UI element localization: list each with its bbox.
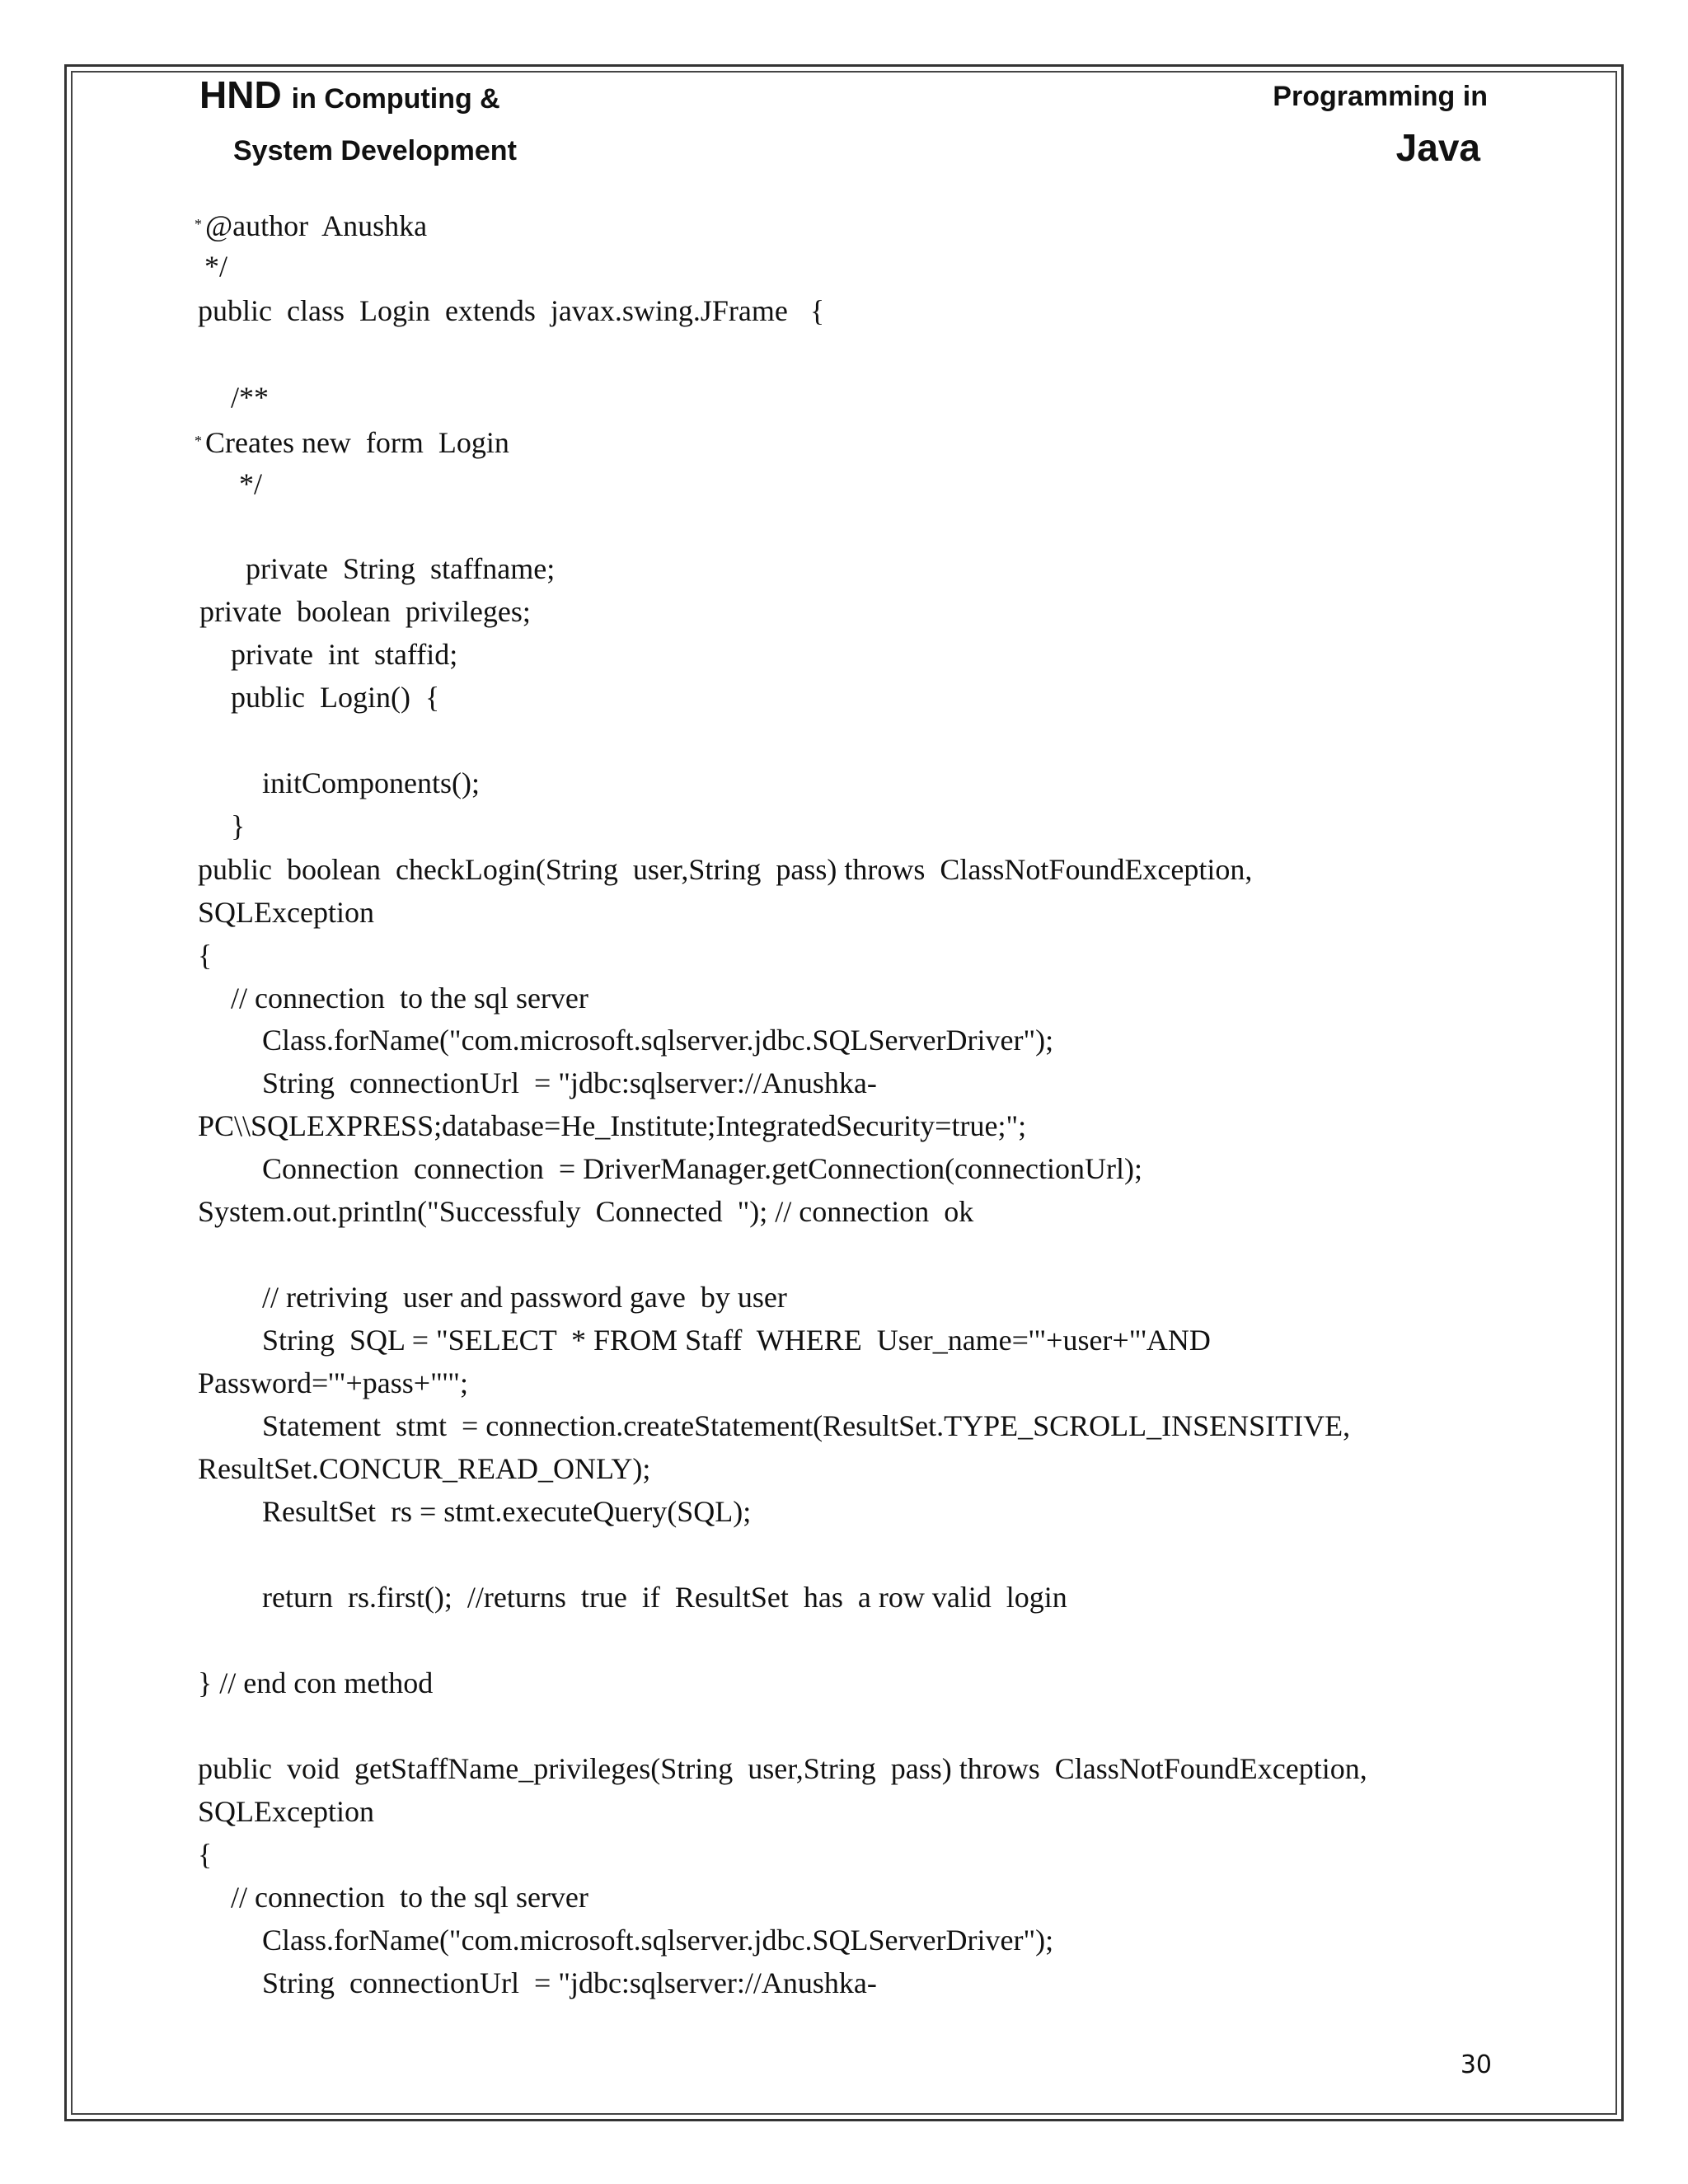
- code-line: Statement stmt = connection.createStatement(ResultSet.TYPE_SCROLL_INSENSITIVE,: [262, 1409, 1351, 1442]
- code-text: Creates new form Login: [205, 426, 509, 459]
- code-line: {: [198, 1838, 213, 1871]
- code-line: */: [204, 250, 228, 283]
- header-course-title: [199, 73, 500, 117]
- bullet-marker: *: [195, 433, 202, 449]
- code-line: }: [231, 809, 246, 842]
- code-line: Class.forName("com.microsoft.sqlserver.jdbc.SQLServerDriver");: [262, 1024, 1054, 1057]
- code-line: String SQL = "SELECT * FROM Staff WHERE User_name='"+user+"'AND: [262, 1324, 1211, 1357]
- code-line: String connectionUrl = "jdbc:sqlserver://Anushka-: [262, 1966, 877, 1999]
- code-line: /**: [231, 381, 270, 414]
- code-line: PC\\SQLEXPRESS;database=He_Institute;IntegratedSecurity=true;";: [198, 1109, 1027, 1142]
- code-line: public boolean checkLogin(String user,String pass) throws ClassNotFoundException,: [198, 853, 1253, 886]
- code-line: public Login() {: [231, 681, 440, 714]
- code-line: {: [198, 939, 213, 972]
- code-line: return rs.first(); //returns true if ResultSet has a row valid login: [262, 1581, 1067, 1614]
- code-line: // connection to the sql server: [231, 982, 588, 1015]
- code-line: private String staffname;: [246, 552, 556, 585]
- code-line: // retriving user and password gave by user: [262, 1281, 787, 1314]
- header-java: Java: [1395, 126, 1480, 169]
- code-line: initComponents();: [262, 766, 480, 799]
- header-programming-in: Programming in: [1273, 81, 1488, 112]
- code-line: Connection connection = DriverManager.getConnection(connectionUrl);: [262, 1152, 1142, 1185]
- code-line: ResultSet rs = stmt.executeQuery(SQL);: [262, 1495, 752, 1528]
- code-text: @author Anushka: [205, 209, 428, 242]
- code-line: SQLException: [198, 896, 374, 929]
- code-line: [195, 206, 427, 244]
- code-line: private int staffid;: [231, 638, 458, 671]
- page-number: 30: [1460, 2050, 1492, 2079]
- header-system-development: System Development: [233, 135, 517, 166]
- code-line: private boolean privileges;: [199, 595, 531, 628]
- code-line: // connection to the sql server: [231, 1881, 588, 1914]
- code-line: System.out.println("Successfuly Connected "); // connection ok: [198, 1195, 974, 1228]
- code-line: public void getStaffName_privileges(String user,String pass) throws ClassNotFoundException,: [198, 1752, 1367, 1785]
- header-hnd: HND: [199, 73, 282, 116]
- bullet-marker: *: [195, 216, 202, 232]
- code-line: SQLException: [198, 1795, 374, 1828]
- code-line: String connectionUrl = "jdbc:sqlserver://Anushka-: [262, 1066, 877, 1099]
- code-line: [195, 423, 509, 461]
- code-line: */: [239, 467, 263, 500]
- header-in-computing: in Computing &: [291, 83, 500, 115]
- code-line: } // end con method: [198, 1666, 434, 1699]
- code-line: Class.forName("com.microsoft.sqlserver.jdbc.SQLServerDriver");: [262, 1924, 1054, 1957]
- code-line: Password='"+pass+"'";: [198, 1366, 468, 1399]
- code-line: public class Login extends javax.swing.JFrame {: [198, 294, 825, 327]
- code-line: ResultSet.CONCUR_READ_ONLY);: [198, 1452, 651, 1485]
